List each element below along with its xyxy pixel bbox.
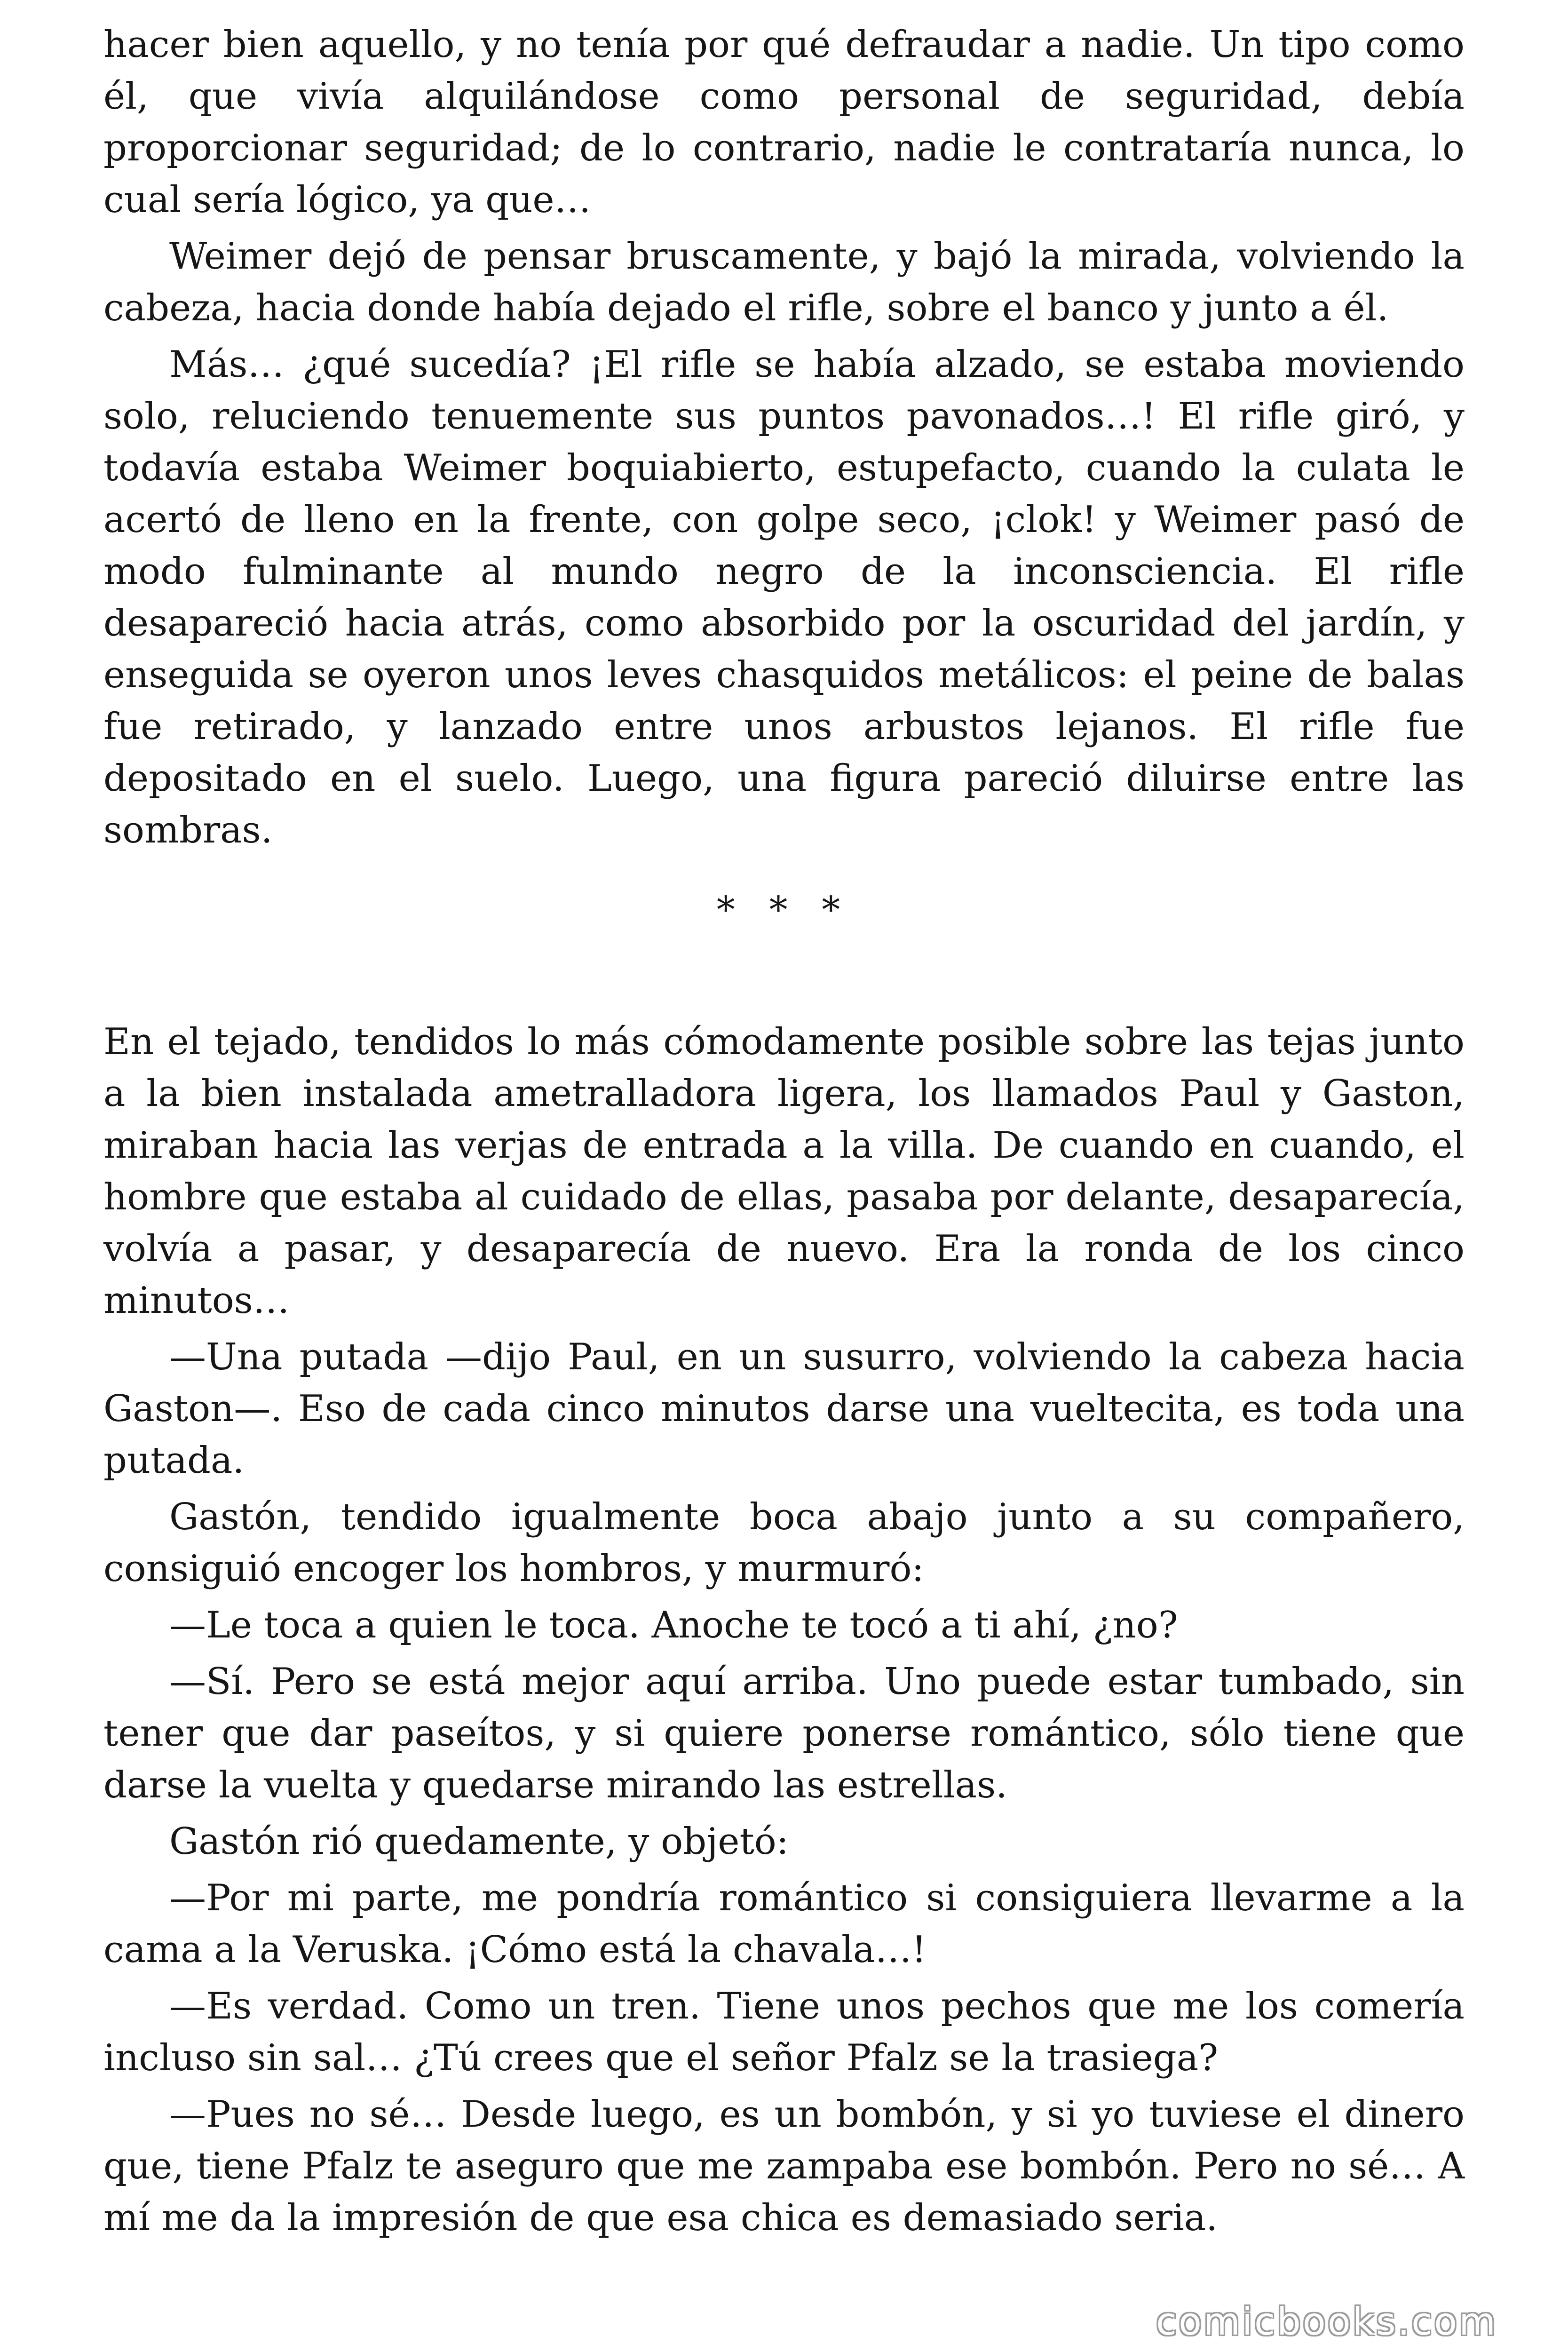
paragraph: —Le toca a quien le toca. Anoche te tocó a ti ahí, ¿no? <box>169 1604 1178 1646</box>
paragraph: Gastón, tendido igualmente boca abajo junto a su compañero, consiguió encoger los hombros, y murmuró: <box>103 1496 1465 1590</box>
watermark: comicbooks.com <box>1156 2300 1497 2344</box>
paragraph: Gastón rió quedamente, y objetó: <box>169 1820 789 1863</box>
paragraph: —Es verdad. Como un tren. Tiene unos pechos que me los comería incluso sin sal… ¿Tú crees que el señor Pfalz se la trasiega? <box>103 1985 1465 2079</box>
scene-break: * * * <box>716 889 852 931</box>
paragraph: Más… ¿qué sucedía? ¡El rifle se había alzado, se estaba moviendo solo, reluciendo tenuemente sus puntos pavonados…! El rifle giró, y todavía estaba Weimer boquiabierto, estupefacto, cuando la culata le acertó de lleno en la frente, con golpe seco, ¡clok! y Weimer pasó de modo fulminante al mundo negro de la inconsciencia. El rifle desapareció hacia atrás, como absorbido por la oscuridad del jardín, y enseguida se oyeron unos leves chasquidos metálicos: el peine de balas fue retirado, y lanzado entre unos arbustos lejanos. El rifle fue depositado en el suelo. Luego, una figura pareció diluirse entre las sombras. <box>103 343 1465 851</box>
paragraph: En el tejado, tendidos lo más cómodamente posible sobre las tejas junto a la bien instalada ametralladora ligera, los llamados Paul y Gaston, miraban hacia las verjas de entrada a la villa. De cuando en cuando, el hombre que estaba al cuidado de ellas, pasaba por delante, desaparecía, volvía a pasar, y desaparecía de nuevo. Era la ronda de los cinco minutos… <box>103 1021 1465 1322</box>
paragraph: —Por mi parte, me pondría romántico si consiguiera llevarme a la cama a la Veruska. ¡Cómo está la chavala…! <box>103 1877 1465 1971</box>
paragraph: —Pues no sé… Desde luego, es un bombón, y si yo tuviese el dinero que, tiene Pfalz te aseguro que me zampaba ese bombón. Pero no sé… A mí me da la impresión de que esa chica es demasiado seria. <box>103 2093 1465 2239</box>
page-text-body <box>103 19 1465 2249</box>
paragraph: —Sí. Pero se está mejor aquí arriba. Uno puede estar tumbado, sin tener que dar paseítos, y si quiere ponerse romántico, sólo tiene que darse la vuelta y quedarse mirando las estrellas. <box>103 1661 1465 1806</box>
paragraph: hacer bien aquello, y no tenía por qué defraudar a nadie. Un tipo como él, que vivía alquilándose como personal de seguridad, debía proporcionar seguridad; de lo contrario, nadie le contrataría nunca, lo cual sería lógico, ya que… <box>103 24 1465 221</box>
paragraph: —Una putada —dijo Paul, en un susurro, volviendo la cabeza hacia Gaston—. Eso de cada cinco minutos darse una vueltecita, es toda una putada. <box>103 1336 1465 1482</box>
paragraph: Weimer dejó de pensar bruscamente, y bajó la mirada, volviendo la cabeza, hacia donde había dejado el rifle, sobre el banco y junto a él. <box>103 235 1465 329</box>
